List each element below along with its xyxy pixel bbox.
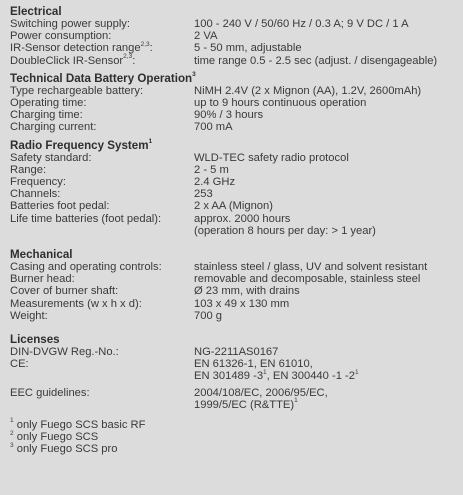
spec-label: Measurements (w x h x d): <box>10 297 142 310</box>
spec-label: CE: <box>10 358 29 371</box>
spec-value: 2.4 GHz <box>194 176 236 189</box>
spec-label-empty <box>10 225 194 237</box>
spec-label: Switching power supply: <box>10 18 131 30</box>
footnote-mark: 1 <box>10 417 14 425</box>
spec-row <box>10 85 457 97</box>
spec-value: EN 61326-1, EN 61010, <box>194 358 313 371</box>
footnote-mark: 3 <box>10 441 14 449</box>
spec-label: Frequency: <box>10 176 66 189</box>
spec-value: 90% / 3 hours <box>194 109 264 122</box>
spec-row <box>10 42 457 54</box>
spec-value <box>194 370 457 382</box>
footnote-ref: 1 <box>148 137 153 145</box>
spec-value-text: 1999/5/EC (R&TTE) <box>194 398 295 411</box>
spec-label: Life time batteries (foot pedal): <box>10 212 162 225</box>
spec-row <box>10 30 457 42</box>
spec-row <box>10 285 457 297</box>
spec-row <box>10 52 457 67</box>
spec-label-colon: : <box>132 54 136 67</box>
section-heading-electrical: Electrical <box>10 5 62 18</box>
spec-label: EEC guidelines: <box>10 386 90 399</box>
section-heading-battery <box>10 72 457 85</box>
spec-row <box>10 346 457 358</box>
footnote-text: only Fuego SCS pro <box>13 443 118 456</box>
spec-row <box>10 18 457 30</box>
spec-label-colon: : <box>149 42 153 55</box>
section-heading-mechanical: Mechanical <box>10 248 73 262</box>
spec-row <box>10 97 457 109</box>
spec-label: Charging time: <box>10 109 83 122</box>
section-heading-text: Radio Frequency System <box>10 138 149 152</box>
spec-row <box>10 310 457 322</box>
spec-value: time range 0.5 - 2.5 sec (adjust. / disengageable) <box>194 54 438 67</box>
spec-row <box>10 225 457 237</box>
spec-row <box>10 273 457 285</box>
spec-label-empty <box>10 399 194 411</box>
section-heading-licenses: Licenses <box>10 333 60 347</box>
spec-label: Weight: <box>10 309 48 322</box>
spec-label: Charging current: <box>10 121 97 134</box>
spec-value: (operation 8 hours per day: > 1 year) <box>194 224 376 237</box>
spec-value-text: , EN 300440 -1 -2 <box>266 370 355 383</box>
section-electrical <box>10 5 457 67</box>
spec-value: Ø 23 mm, with drains <box>194 285 300 298</box>
section-radio <box>10 139 457 237</box>
spec-label: Safety standard: <box>10 151 92 164</box>
footnote <box>10 443 457 455</box>
spec-value: approx. 2000 hours <box>194 212 291 225</box>
spec-row <box>10 200 457 212</box>
footnote-mark: 2 <box>10 429 14 437</box>
spec-row <box>10 358 457 370</box>
footnote-ref: 3 <box>192 70 196 78</box>
footnote-ref: 1 <box>294 397 298 405</box>
spec-value: stainless steel / glass, UV and solvent resistant <box>194 261 428 274</box>
spec-label: Channels: <box>10 188 61 201</box>
spec-label: Type rechargeable battery: <box>10 84 144 97</box>
section-licenses <box>10 333 457 411</box>
spec-label <box>10 52 194 67</box>
spec-value: 700 mA <box>194 121 233 134</box>
section-heading-radio <box>10 139 457 152</box>
section-mechanical <box>10 248 457 322</box>
spec-label: Power consumption: <box>10 30 112 43</box>
spec-value: 2 - 5 m <box>194 163 229 176</box>
spec-row <box>10 109 457 121</box>
spec-label <box>10 42 194 54</box>
spec-value-text: EN 301489 -3 <box>194 370 264 383</box>
section-battery <box>10 72 457 134</box>
spec-row <box>10 213 457 225</box>
spec-label-empty <box>10 370 194 382</box>
footnote-text: only Fuego SCS <box>13 431 99 444</box>
footnote <box>10 431 457 443</box>
spec-label: Burner head: <box>10 273 75 286</box>
footnote-ref: 1 <box>263 368 267 376</box>
spec-value: 2004/108/EC, 2006/95/EC, <box>194 386 328 399</box>
spec-label: Cover of burner shaft: <box>10 285 119 298</box>
spec-row <box>10 176 457 188</box>
spec-value: 2 x AA (Mignon) <box>194 200 273 213</box>
spec-value: 253 <box>194 188 213 201</box>
spec-row <box>10 188 457 200</box>
spec-value: 100 - 240 V / 50/60 Hz / 0.3 A; 9 V DC / 1 A <box>194 18 409 30</box>
footnotes <box>10 419 457 456</box>
spec-row <box>10 298 457 310</box>
footnote-ref: 2,3 <box>123 52 133 60</box>
spec-value: up to 9 hours continuous operation <box>194 97 367 110</box>
spec-value: NiMH 2.4V (2 x Mignon (AA), 1.2V, 2600mAh) <box>194 84 422 97</box>
spec-row <box>10 387 457 399</box>
footnote <box>10 419 457 431</box>
spec-label: Range: <box>10 163 47 176</box>
spec-value: 103 x 49 x 130 mm <box>194 297 290 310</box>
spec-label: Operating time: <box>10 97 87 110</box>
footnote-ref: 1 <box>354 368 359 376</box>
footnote-text: only Fuego SCS basic RF <box>13 419 146 432</box>
spec-row <box>10 261 457 273</box>
spec-value: 2 VA <box>194 30 218 43</box>
spec-label-text: DoubleClick IR-Sensor <box>10 54 124 67</box>
spec-value: WLD-TEC safety radio protocol <box>194 151 349 164</box>
spec-label-text: IR-Sensor detection range <box>10 42 141 55</box>
spec-row <box>10 399 457 411</box>
spec-label: DIN-DVGW Reg.-No.: <box>10 346 119 359</box>
spec-label: Batteries foot pedal: <box>10 200 110 213</box>
spec-value: NG-2211AS0167 <box>194 346 279 359</box>
section-heading-text: Technical Data Battery Operation <box>10 71 193 85</box>
spec-value: 700 g <box>194 309 222 322</box>
spec-value <box>194 399 457 411</box>
footnote-ref: 2,3 <box>140 40 150 48</box>
spec-row <box>10 164 457 176</box>
spec-row <box>10 370 457 382</box>
spec-row <box>10 152 457 164</box>
spec-value: 5 - 50 mm, adjustable <box>194 42 302 55</box>
spec-label: Casing and operating controls: <box>10 261 162 274</box>
spec-row <box>10 121 457 133</box>
spec-value: removable and decomposable, stainless steel <box>194 273 421 286</box>
